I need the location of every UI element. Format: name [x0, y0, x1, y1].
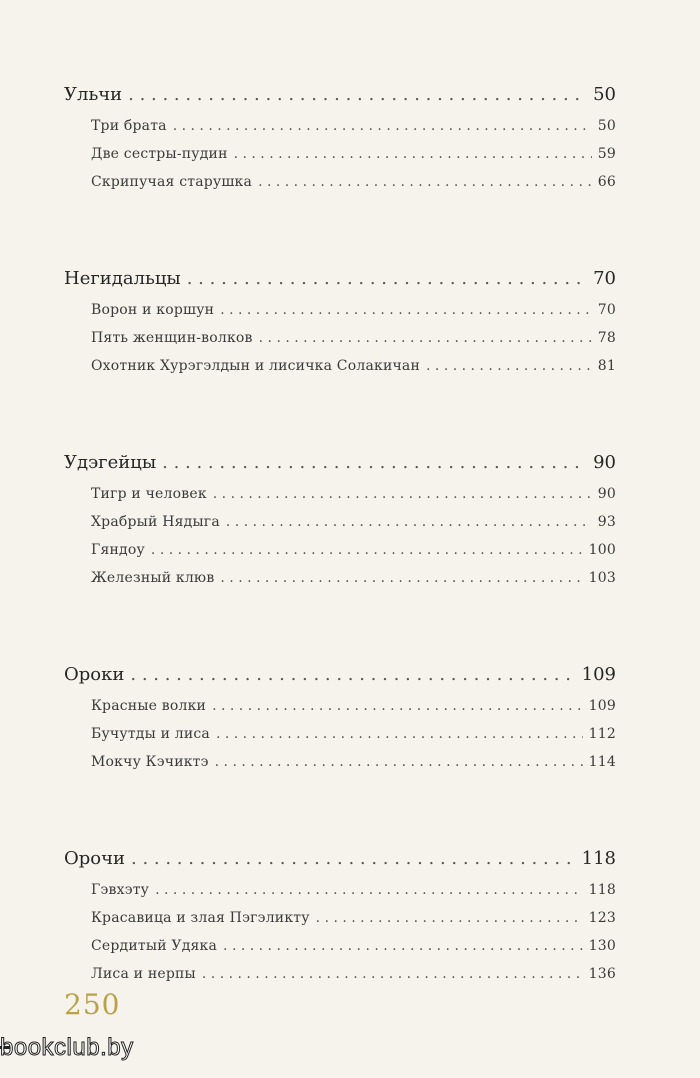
toc-item[interactable]	[64, 112, 616, 140]
toc-item-title: Бучутды и лиса	[91, 726, 210, 742]
dot-leader	[259, 324, 592, 352]
toc-item[interactable]	[64, 932, 616, 960]
toc-item[interactable]	[64, 536, 616, 564]
toc-item[interactable]	[64, 508, 616, 536]
toc-page-number: 66	[597, 174, 616, 190]
dot-leader	[212, 692, 583, 720]
toc-item-title: Лиса и нерпы	[91, 966, 196, 982]
toc-item[interactable]	[64, 904, 616, 932]
dot-leader	[202, 960, 583, 988]
toc-item-title: Храбрый Нядыга	[91, 514, 220, 530]
toc-page-number: 130	[588, 938, 616, 954]
dot-leader	[223, 932, 583, 960]
toc-item-title: Красные волки	[91, 698, 207, 714]
toc-item[interactable]	[64, 748, 616, 776]
toc-item-title: Красавица и злая Пэгэликту	[91, 910, 310, 926]
toc-section-udegeytsy	[64, 446, 616, 592]
toc-section-title: Негидальцы	[64, 268, 181, 289]
dot-leader	[131, 842, 576, 876]
toc-section-orochi	[64, 842, 616, 988]
toc-item[interactable]	[64, 352, 616, 380]
toc-item[interactable]	[64, 720, 616, 748]
dot-leader	[226, 508, 592, 536]
toc-item[interactable]	[64, 140, 616, 168]
toc-item-title: Скрипучая старушка	[91, 174, 253, 190]
toc-item[interactable]	[64, 168, 616, 196]
dot-leader	[220, 564, 582, 592]
toc-page-number: 70	[597, 302, 616, 318]
toc-page-number: 100	[588, 542, 616, 558]
toc-item-title: Железный клюв	[91, 570, 215, 586]
dot-leader	[151, 536, 583, 564]
toc-page-number: 90	[593, 452, 616, 473]
toc-page-number: 50	[597, 118, 616, 134]
toc-item[interactable]	[64, 692, 616, 720]
toc-item[interactable]	[64, 324, 616, 352]
toc-item[interactable]	[64, 876, 616, 904]
toc-item-title: Сердитый Удяка	[91, 938, 218, 954]
toc-entry[interactable]	[64, 262, 616, 296]
toc-page-number: 109	[581, 664, 616, 685]
dot-leader	[258, 168, 592, 196]
dot-leader	[155, 876, 583, 904]
toc-page-number: 59	[597, 146, 616, 162]
toc-item-title: Три брата	[91, 118, 167, 134]
toc-page-number: 81	[597, 358, 616, 374]
toc-section-oroki	[64, 658, 616, 776]
dot-leader	[316, 904, 583, 932]
toc-item-title: Гэвхэту	[91, 882, 150, 898]
dot-leader	[173, 112, 592, 140]
toc-section-negidaltsy	[64, 262, 616, 380]
toc-item-title: Мокчу Кэчиктэ	[91, 754, 209, 770]
toc-page-number: 118	[588, 882, 616, 898]
toc-section-ulchi	[64, 78, 616, 196]
toc-item[interactable]	[64, 296, 616, 324]
toc-section-title: Орочи	[64, 848, 126, 869]
toc-entry[interactable]	[64, 78, 616, 112]
toc-page-number: 136	[588, 966, 616, 982]
dot-leader	[130, 658, 575, 692]
toc-item-title: Охотник Хурэгэлдын и лисичка Солакичан	[91, 358, 421, 374]
toc-page-number: 50	[593, 84, 616, 105]
toc-item[interactable]	[64, 564, 616, 592]
dot-leader	[234, 140, 592, 168]
toc-page-number: 118	[581, 848, 616, 869]
dot-leader	[216, 720, 583, 748]
dot-leader	[162, 446, 587, 480]
dot-leader	[426, 352, 592, 380]
toc-section-title: Ульчи	[64, 84, 123, 105]
toc-item-title: Ворон и коршун	[91, 302, 215, 318]
toc-page-number: 112	[588, 726, 616, 742]
toc-page-number: 109	[588, 698, 616, 714]
toc-entry[interactable]	[64, 658, 616, 692]
toc-item-title: Гяндоу	[91, 542, 145, 558]
toc-page-number: 93	[597, 514, 616, 530]
toc-page-number: 114	[588, 754, 616, 770]
toc-entry[interactable]	[64, 842, 616, 876]
toc-page-number: 70	[593, 268, 616, 289]
dot-leader	[220, 296, 592, 324]
toc-item-title: Тигр и человек	[91, 486, 207, 502]
toc-page-number: 78	[597, 330, 616, 346]
toc-entry[interactable]	[64, 446, 616, 480]
toc-section-title: Удэгейцы	[64, 452, 157, 473]
toc-item[interactable]	[64, 480, 616, 508]
toc-item[interactable]	[64, 960, 616, 988]
dot-leader	[213, 480, 592, 508]
toc-item-title: Две сестры-пудин	[91, 146, 228, 162]
dot-leader	[128, 78, 587, 112]
toc-page-number: 123	[588, 910, 616, 926]
dot-leader	[215, 748, 583, 776]
toc-section-title: Ороки	[64, 664, 125, 685]
watermark-text: bookclub.by	[0, 1034, 134, 1061]
toc-item-title: Пять женщин-волков	[91, 330, 253, 346]
table-of-contents	[64, 78, 616, 1054]
toc-page-number: 90	[597, 486, 616, 502]
page-number: 250	[64, 988, 121, 1021]
toc-page-number: 103	[588, 570, 616, 586]
dot-leader	[187, 262, 587, 296]
